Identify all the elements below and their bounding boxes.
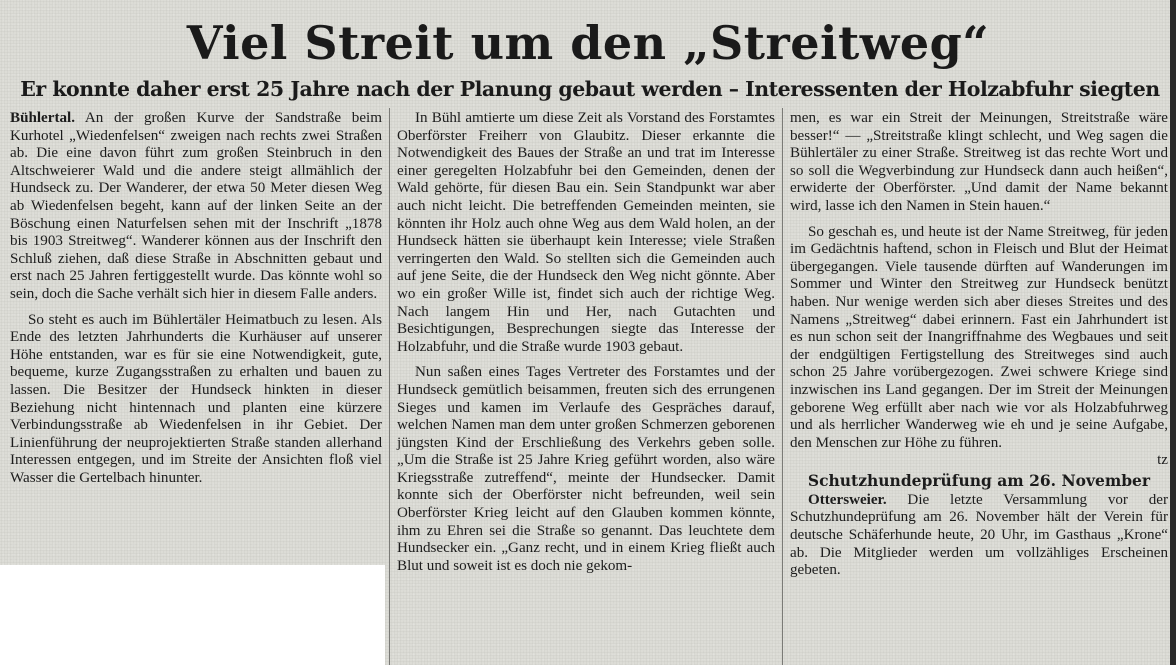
headline: Viel Streit um den „Streitweg“ [186,16,990,70]
column-divider [782,108,783,665]
article-paragraph: In Bühl amtierte um diese Zeit als Vorstand des Forstamtes Oberförster Freiherr von Glaubitz. Dieser erkannte die Notwendigkeit des Baues der Straße an und trat im Interesse einer geregelten Holzabfuhr bei den Gemeinden, denen der Wald gehörte, für diesen Bau ein. Sein Standpunkt war aber auch nicht leicht. Die betreffenden Gemeinden meinten, sie könnten ihr Holz auch ohne Weg aus dem Wald holen, an der Hundseck hätten sie überhaupt kein Interesse; viele Straßen verringerten den Wald. So stellten sich die Gemeinden auch auf jene Seite, die der Hundseck den Weg nicht gönnte. Aber wo ein großer Wille ist, findet sich auch der richtige Weg. Nach langem Hin und Her, nach Gutachten und Besichtigungen, Besprechungen siegte das Interesse der Holzabfuhr, und die Straße wurde 1903 gebaut. [397,110,775,355]
blank-area [0,565,385,665]
notice-text: Die letzte Versammlung vor der Schutzhundeprüfung am 26. November hält der Verein für deutsche Schäferhunde heute, 20 Uhr, im Gasthaus „Krone“ ab. Die Mitglieder werden um vollzähliges Erscheinen gebeten. [790,491,1168,579]
page-edge [1170,0,1176,665]
article-column-3 [790,110,1168,580]
author-signature: tz [1157,452,1168,469]
article-column-1 [10,110,382,487]
column-divider [389,108,390,665]
article-paragraph: So steht es auch im Bühlertäler Heimatbuch zu lesen. Als Ende des letzten Jahrhunderts die Kurhäuser auf unserer Höhe entstanden, war es für sie eine Notwendigkeit, gute, bequeme, kurze Zugangsstraßen zu erhalten und bauen zu lassen. Die Besitzer der Hundseck hinkten in dieser Beziehung nicht hintennach und planten eine kürzere Verbindungsstraße ab Wiedenfelsen in ihr Gebiet. Der Linienführung der neuprojektierten Straße standen allerhand Interessen entgegen, und im Streite der Ansichten floß viel Wasser die Gertelbach hinunter. [10,311,382,486]
notice-paragraph [790,492,1168,580]
article-paragraph: So geschah es, und heute ist der Name Streitweg, für jeden im Gedächtnis haftend, schon in Fleisch und Blut der Heimat übergegangen. Viele tausende dürften auf Wanderungen im Sommer und Winter den Streitweg zur Hundseck benützt haben. Nur wenige werden sich aber dieses Streites und des Namens „Streitweg“ dabei erinnern. Fast ein Jahrhundert ist es nun schon seit der Inangriffnahme des Wegbaues und seit der endgültigen Fertigstellung des Streitweges sind auch schon 25 Jahre vorübergezogen. Zwei schwere Kriege sind inzwischen ins Land gegangen. Der im Streit der Meinungen geborene Weg erfüllt aber nach wie vor als Holzabfuhrweg und als herrlicher Wanderweg wie eh und je seine Aufgabe, den Menschen zur Höhe zu führen. [790,223,1168,451]
subheadline: Er konnte daher erst 25 Jahre nach der Planung gebaut werden – Interessenten der Holzabfuhr siegten [20,77,1160,101]
article-column-2 [397,110,775,575]
article-paragraph [10,110,382,304]
paragraph-text: An der großen Kurve der Sandstraße beim Kurhotel „Wiedenfelsen“ zweigen nach rechts zwei Straßen ab. Die eine davon führt zum großen Steinbruch in den Altschweierer Wald und die andere steigt allmählich der Hundseck zu. Der Wanderer, der etwa 50 Meter diesen Weg ab Wiedenfelsen begeht, kann auf der linken Seite an der Böschung einen Naturfelsen sehen mit der Inschrift „1878 bis 1903 Streitweg“. Wanderer können aus der Inschrift den Schluß ziehen, daß diese Straße in Abschnitten gebaut und erst nach 25 Jahren fertiggestellt wurde. Das könnte wohl so sein, doch die Sache verhält sich hier in diesem Falle anders. [10,110,382,302]
dateline-place: Bühlertal. [10,110,75,126]
article-paragraph: men, es war ein Streit der Meinungen, Streitstraße wäre besser!“ — „Streitstraße klingt schlecht, und Weg sagen die Bühlertäler zu einer Straße. Streitweg ist das rechte Wort und so soll die Wegverbindung zur Hundseck dann auch heißen“, erwiderte der Oberförster. „Und damit der Name bekannt wird, lasse ich den Namen in Stein hauen.“ [790,110,1168,214]
notice-place: Ottersweier. [808,491,887,508]
article-paragraph: Nun saßen eines Tages Vertreter des Forstamtes und der Hundseck gemütlich beisammen, freuten sich des errungenen Sieges und kamen im Verlaufe des Gespräches darauf, welchen Namen man dem unter großen Schmerzen geborenen jüngsten Kind der Erschließung des Verkehrs geben solle. „Um die Straße ist 25 Jahre Krieg geführt worden, also wäre Kriegsstraße zutreffend“, meinte der Hundsecker. Damit konnte sich der Oberförster nicht befreunden, weil sein Oberförster Krieg leicht auf den Glauben kommen könnte, ihm zu Ehren sei die Straße so genannt. Das leuchtete dem Hundsecker ein. „Ganz recht, und in einem Krieg fließt auch Blut und soweit ist es doch nie gekom- [397,364,775,574]
notice-title: Schutzhundeprüfung am 26. November [807,470,1151,490]
